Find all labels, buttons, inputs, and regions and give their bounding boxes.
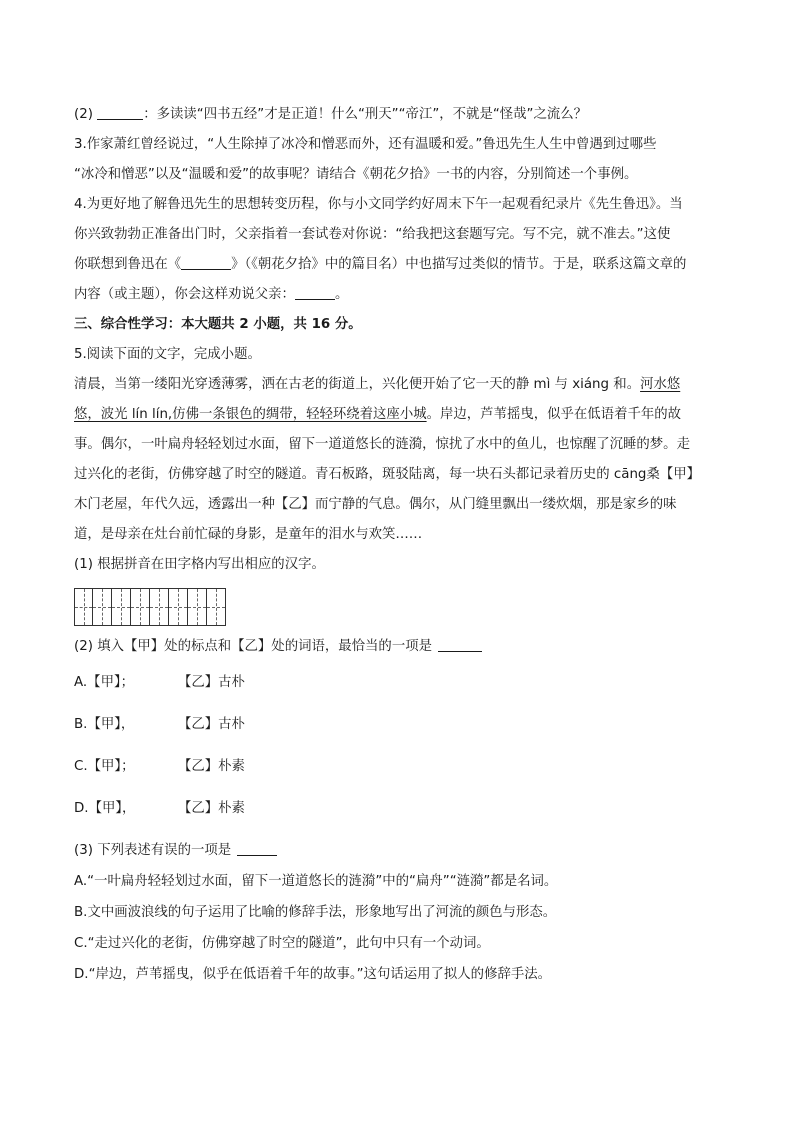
question-4-line-4-end: 。 xyxy=(334,287,349,302)
passage-line-5: 木门老屋，年代久远，透露出一种【乙】而宁静的气息。偶尔，从门缝里飘出一缕炊烟，那是家乡的味 xyxy=(74,497,677,512)
question-4-line-2: 你兴致勃勃正准备出门时，父亲指着一套试卷对你说：“给我把这套题写完。写不完，就不准去。”这使 xyxy=(74,227,671,242)
option-a[interactable] xyxy=(74,662,729,704)
option-d[interactable] xyxy=(74,788,729,830)
question-3-line-2: “冰冷和憎恶”以及“温暖和爱”的故事呢？请结合《朝花夕拾》一书的内容，分别简述一个事例。 xyxy=(74,167,638,182)
sub-question-2-options xyxy=(74,662,729,830)
passage-line-2-text: 。岸边，芦苇摇曳，似乎在低语着千年的故 xyxy=(426,407,682,422)
sub-question-3 xyxy=(74,836,729,866)
sub-question-3-text: (3) 下列表述有误的一项是 xyxy=(74,843,232,858)
question-3-line-1: 3.作家萧红曾经说过，“人生除掉了冰冷和憎恶而外，还有温暖和爱。”鲁迅先生人生中曾遇到过哪些 xyxy=(74,137,657,152)
question-4-line-4-start: 内容（或主题），你会这样劝说父亲： xyxy=(74,287,295,302)
passage-line-1 xyxy=(74,370,729,400)
reading-passage xyxy=(74,370,729,550)
answer-blank[interactable] xyxy=(295,285,335,300)
question-4-line-3 xyxy=(74,250,729,280)
section-3-mid: 小题，共 xyxy=(253,317,307,332)
grid-cell[interactable] xyxy=(150,588,169,626)
section-3-prefix: 三、综合性学习：本大题共 xyxy=(74,317,235,332)
wavy-underlined-sentence: 悠，波光 lín lín,仿佛一条银色的绸带，轻轻环绕着这座小城 xyxy=(74,407,427,422)
question-2-prefix: (2) xyxy=(74,107,98,122)
answer-blank[interactable] xyxy=(438,637,482,652)
passage-line-1-text: 清晨，当第一缕阳光穿透薄雾，洒在古老的街道上，兴化便开始了它一天的静 mì 与 xiáng 和。 xyxy=(74,377,641,392)
question-2-line xyxy=(74,100,729,130)
statement-c[interactable]: C.“走过兴化的老街，仿佛穿越了时空的隧道”，此句中只有一个动词。 xyxy=(74,936,490,951)
passage-line-3: 事。偶尔，一叶扁舟轻轻划过水面，留下一道道悠长的涟漪，惊扰了水中的鱼儿，也惊醒了沉睡的梦。走 xyxy=(74,437,690,452)
option-label: B.【甲】， xyxy=(74,717,135,732)
sub-question-3-options xyxy=(74,866,729,990)
question-4-line-1: 4.为更好地了解鲁迅先生的思想转变历程，你与小文同学约好周末下午一起观看纪录片《先生鲁迅》。当 xyxy=(74,197,683,212)
answer-blank[interactable] xyxy=(181,255,231,270)
exam-page xyxy=(74,100,729,990)
section-3-score: 16 xyxy=(306,317,335,332)
question-5-intro: 5.阅读下面的文字，完成小题。 xyxy=(74,347,261,362)
wavy-underlined-sentence: 河水悠 xyxy=(640,377,681,392)
sub-question-2 xyxy=(74,632,729,662)
option-value: 【乙】古朴 xyxy=(178,675,245,690)
option-label: D.【甲】， xyxy=(74,801,136,816)
answer-blank[interactable] xyxy=(237,841,277,856)
question-4-line-4 xyxy=(74,280,729,310)
sub-question-2-text: (2) 填入【甲】处的标点和【乙】处的词语，最恰当的一项是 xyxy=(74,639,432,654)
option-label: C.【甲】； xyxy=(74,759,135,774)
statement-a[interactable]: A.“一叶扁舟轻轻划过水面，留下一道道悠长的涟漪”中的“扁舟”“涟漪”都是名词。 xyxy=(74,874,558,889)
grid-cell[interactable] xyxy=(112,588,131,626)
grid-cell[interactable] xyxy=(188,588,207,626)
grid-cell[interactable] xyxy=(74,588,93,626)
sub-question-1: (1) 根据拼音在田字格内写出相应的汉字。 xyxy=(74,557,325,572)
passage-line-4: 过兴化的老街，仿佛穿越了时空的隧道。青石板路，斑驳陆离，每一块石头都记录着历史的 cāng桑【甲】 xyxy=(74,467,700,482)
option-value: 【乙】古朴 xyxy=(178,717,245,732)
option-c[interactable] xyxy=(74,746,729,788)
passage-line-2 xyxy=(74,400,729,430)
tianzige-grid xyxy=(74,588,729,626)
question-4-line-3-start: 你联想到鲁迅在《 xyxy=(74,257,182,272)
statement-b[interactable]: B.文中画波浪线的句子运用了比喻的修辞手法，形象地写出了河流的颜色与形态。 xyxy=(74,905,557,920)
option-b[interactable] xyxy=(74,704,729,746)
option-value: 【乙】朴素 xyxy=(178,759,245,774)
grid-cell[interactable] xyxy=(207,588,226,626)
answer-blank[interactable] xyxy=(97,105,143,120)
section-3-suffix: 分。 xyxy=(334,317,362,332)
option-label: A.【甲】； xyxy=(74,675,135,690)
section-3-heading xyxy=(74,310,729,340)
grid-cell[interactable] xyxy=(93,588,112,626)
section-3-count: 2 xyxy=(234,317,254,332)
option-value: 【乙】朴素 xyxy=(178,801,245,816)
passage-line-6: 道，是母亲在灶台前忙碌的身影，是童年的泪水与欢笑…… xyxy=(74,527,423,542)
question-4-line-3-end: 》（《朝花夕拾》中的篇目名）中也描写过类似的情节。于是，联系这篇文章的 xyxy=(231,257,687,272)
question-2-text: ：多读读“四书五经”才是正道！什么“刑天”“帝江”，不就是“怪哉”之流么？ xyxy=(143,107,588,122)
grid-cell[interactable] xyxy=(169,588,188,626)
grid-cell[interactable] xyxy=(131,588,150,626)
statement-d[interactable]: D.“岸边，芦苇摇曳，似乎在低语着千年的故事。”这句话运用了拟人的修辞手法。 xyxy=(74,967,552,982)
